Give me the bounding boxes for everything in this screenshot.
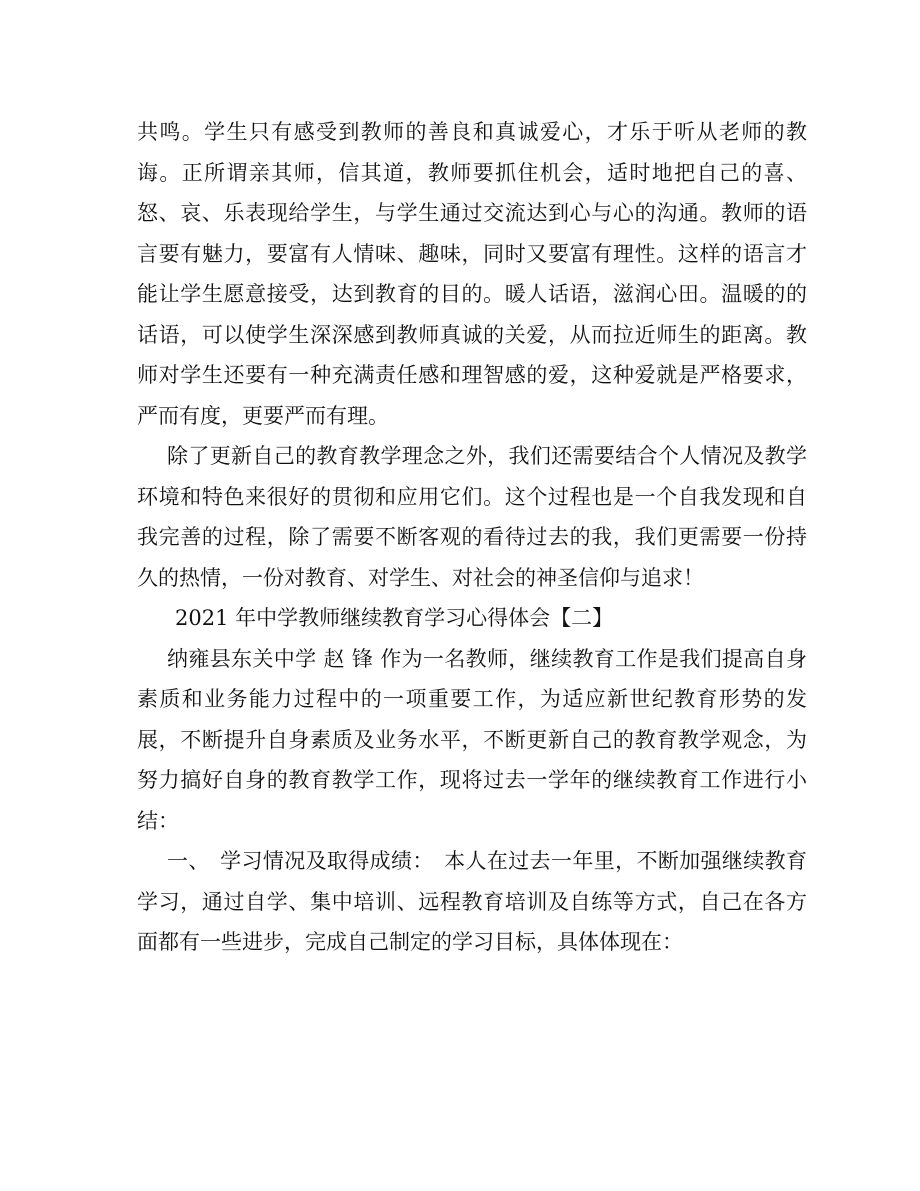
paragraph-1: 共鸣。学生只有感受到教师的善良和真诚爱心，才乐于听从老师的教诲。正所谓亲其师，信其道，教师要抓住机会，适时地把自己的喜、怒、哀、乐表现给学生，与学生通过交流达到心与心的沟通。教师的语言要有魅力，要富有人情味、趣味，同时又要富有理性。这样的语言才能让学生愿意接受，达到教育的目的。暖人话语，滋润心田。温暖的的话语，可以使学生深深感到教师真诚的关爱，从而拉近师生的距离。教师对学生还要有一种充满责任感和理智感的爱，这种爱就是严格要求，严而有度，更要严而有理。 [137,120,807,428]
section-one-heading: 学习情况及取得成绩： [219,849,434,873]
section-one-number: 一、 [167,849,210,873]
intro-paragraph: 纳雍县东关中学 赵 锋 作为一名教师，继续教育工作是我们提高自身素质和业务能力过程中的一项重要工作，为适应新世纪教育形势的发展，不断提升自身素质及业务水平，不断更新自己的教育教学观念，为努力搞好自身的教育教学工作，现将过去一学年的继续教育工作进行小结： [137,646,807,833]
paragraph-2: 除了更新自己的教育教学理念之外，我们还需要结合个人情况及教学环境和特色来很好的贯彻和应用它们。这个过程也是一个自我发现和自我完善的过程，除了需要不断客观的看待过去的我，我们更需要一份持久的热情，一份对教育、对学生、对社会的神圣信仰与追求！ [137,444,807,590]
document-body [137,112,807,963]
section-title: 2021 年中学教师继续教育学习心得体会【二】 [175,606,614,630]
section-one-paragraph [137,841,807,963]
section-one-body: 本人在过去一年里，不断加强继续教育学习，通过自学、集中培训、远程教育培训及自练等方式，自己在各方面都有一些进步，完成自己制定的学习目标，具体体现在： [137,849,808,954]
